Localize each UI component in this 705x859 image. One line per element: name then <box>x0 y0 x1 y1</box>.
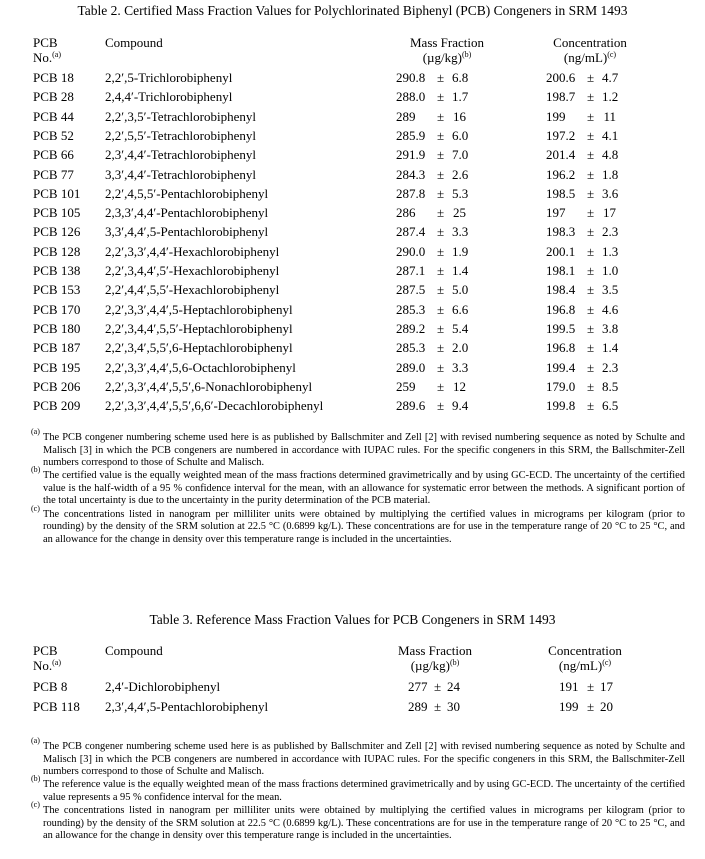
plus-minus-sign: ± <box>434 679 442 694</box>
plus-minus-sign: ± <box>587 320 595 336</box>
table2-header-concentration <box>535 35 645 65</box>
uncertainty-text: 6.8 <box>452 70 469 85</box>
compound-name: 2,2′,3,3′,4,4′,5-Heptachlorobiphenyl <box>105 301 293 317</box>
table-row <box>0 222 705 241</box>
uncertainty-text: 1.4 <box>452 263 469 278</box>
value-text: 284.3 <box>396 166 426 182</box>
uncertainty-text: 7.0 <box>452 147 469 163</box>
plus-minus-sign: ± <box>587 679 595 694</box>
uncertainty-text: 17 <box>603 205 616 221</box>
header-compound-text: Compound <box>105 35 163 50</box>
compound-name: 2,2′,3,3′,4,4′-Hexachlorobiphenyl <box>105 243 280 259</box>
uncertainty-text: 1.2 <box>602 89 619 105</box>
plus-minus-sign: ± <box>587 89 595 105</box>
table3-header-pcb-no <box>33 643 61 673</box>
plus-minus-sign: ± <box>437 89 445 105</box>
pcb-number: PCB 206 <box>33 378 81 394</box>
table2-header-pcb-no <box>33 35 61 65</box>
pcb-number: PCB 153 <box>33 282 81 298</box>
footnote-mark-b: (b) <box>449 658 460 667</box>
plus-minus-sign: ± <box>437 378 445 394</box>
footnote-mark-a: (a) <box>52 658 62 667</box>
compound-name: 2,3′,4,4′-Tetrachlorobiphenyl <box>105 147 256 163</box>
pcb-number: PCB 170 <box>33 301 81 317</box>
value-text: 199 <box>559 699 579 714</box>
footnote: (a) The PCB congener numbering scheme used here is as published by Ballschmiter and Zell [2] with revised numbering sequence as noted by Schulte and Malisch [3] in which the PCB congeners are numbered in accordance with IUPAC rules. For the specific congeners in this SRM, the Ballschmiter-Zell numbers correspond to those of Schulte and Malisch. <box>31 736 685 778</box>
table-row <box>0 184 705 203</box>
uncertainty-text: 6.0 <box>452 127 469 143</box>
table-row <box>0 165 705 184</box>
table-row <box>0 145 705 164</box>
header-mass-line2 <box>392 50 502 65</box>
table3-header-mass-fraction <box>380 643 490 673</box>
footnote: (b) The certified value is the equally weighted mean of the mass fractions determined gravimetrically and by using GC-ECD. The uncertainty of the certified value is the half-width of a 95 % confidence interval for the mean, with an allowance for systematic error between the methods. A significant portion of the total uncertainty is due to the uncertainty in the purity determination of the PCB material. <box>31 465 685 507</box>
plus-minus-sign: ± <box>587 70 595 85</box>
pcb-number: PCB 128 <box>33 243 81 259</box>
table3-header-compound <box>105 643 163 658</box>
uncertainty-text: 16 <box>453 108 466 124</box>
uncertainty-text: 4.6 <box>602 301 619 317</box>
pcb-number: PCB 28 <box>33 89 74 105</box>
value-text: 285.3 <box>396 340 426 356</box>
compound-name: 2,4,4′-Trichlorobiphenyl <box>105 89 233 105</box>
plus-minus-sign: ± <box>437 282 445 298</box>
plus-minus-sign: ± <box>437 398 445 414</box>
uncertainty-text: 1.7 <box>452 89 469 105</box>
value-text: 196.2 <box>546 166 576 182</box>
compound-name: 2,2′,4,4′,5,5′-Hexachlorobiphenyl <box>105 282 280 298</box>
uncertainty-text: 6.5 <box>602 398 619 414</box>
value-text: 287.1 <box>396 263 426 278</box>
header-pcb-line1: PCB <box>33 35 58 50</box>
header-pcb-line2 <box>33 658 61 673</box>
plus-minus-sign: ± <box>587 398 595 414</box>
header-pcb-text: No. <box>33 50 53 65</box>
value-text: 196.8 <box>546 340 576 356</box>
table-row <box>0 677 705 696</box>
header-mass-unit: (µg/kg) <box>410 658 450 673</box>
pcb-number: PCB 66 <box>33 147 74 163</box>
footnote-mark-c: (c) <box>607 50 617 59</box>
compound-name: 2,2′,3,4,4′,5,5′-Heptachlorobiphenyl <box>105 320 293 336</box>
footnote: (a) The PCB congener numbering scheme used here is as published by Ballschmiter and Zell [2] with revised numbering sequence as noted by Schulte and Malisch [3] in which the PCB congeners are numbered in accordance with IUPAC rules. For the specific congeners in this SRM, the Ballschmiter-Zell numbers correspond to those of Schulte and Malisch. <box>31 427 685 469</box>
compound-name: 2,2′,3,3′,4,4′,5,5′,6-Nonachlorobiphenyl <box>105 378 313 394</box>
uncertainty-text: 4.1 <box>602 127 619 143</box>
pcb-number: PCB 105 <box>33 205 81 221</box>
header-compound-text: Compound <box>105 643 163 658</box>
uncertainty-text: 3.8 <box>602 320 619 336</box>
plus-minus-sign: ± <box>587 224 595 240</box>
plus-minus-sign: ± <box>437 147 445 163</box>
value-text: 289.2 <box>396 320 426 336</box>
table2-header-compound <box>105 35 163 50</box>
header-conc-unit: (ng/mL) <box>558 658 603 673</box>
uncertainty-text: 4.7 <box>602 70 619 85</box>
header-pcb-line2 <box>33 50 61 65</box>
footnote: (c) The concentrations listed in nanogram per milliliter units were obtained by multiplying the certified values in micrograms per kilogram (prior to rounding) by the density of the SRM solution at 22.5 °C (0.6899 kg/L). These concentrations are for use in the temperature range of 20 °C to 25 °C, and an allowance for the change in density over this temperature range is included in the uncertainties. <box>31 799 685 842</box>
value-text: 287.5 <box>396 282 426 298</box>
table-row <box>0 242 705 261</box>
header-pcb-line1: PCB <box>33 643 58 658</box>
compound-name: 2,3,3′,4,4′-Pentachlorobiphenyl <box>105 205 269 221</box>
plus-minus-sign: ± <box>437 263 445 278</box>
value-text: 287.8 <box>396 185 426 201</box>
table-row <box>0 280 705 299</box>
plus-minus-sign: ± <box>587 108 595 124</box>
plus-minus-sign: ± <box>437 127 445 143</box>
pcb-number: PCB 118 <box>33 699 80 714</box>
uncertainty-text: 5.4 <box>452 320 469 336</box>
plus-minus-sign: ± <box>437 166 445 182</box>
plus-minus-sign: ± <box>587 205 595 221</box>
value-text: 200.1 <box>546 243 576 259</box>
uncertainty-text: 1.4 <box>602 340 619 356</box>
value-text: 179.0 <box>546 378 576 394</box>
header-conc-line1: Concentration <box>553 35 627 50</box>
header-conc-line2 <box>530 658 640 673</box>
compound-name: 2,2′,4,5,5′-Pentachlorobiphenyl <box>105 185 269 201</box>
value-text: 191 <box>559 679 579 694</box>
pcb-number: PCB 187 <box>33 340 81 356</box>
plus-minus-sign: ± <box>437 205 445 221</box>
value-text: 290.8 <box>396 70 426 85</box>
plus-minus-sign: ± <box>587 378 595 394</box>
pcb-number: PCB 195 <box>33 359 81 375</box>
value-text: 289.6 <box>396 398 426 414</box>
uncertainty-text: 25 <box>453 205 466 221</box>
plus-minus-sign: ± <box>587 282 595 298</box>
header-conc-unit: (ng/mL) <box>563 50 608 65</box>
value-text: 286 <box>396 205 416 221</box>
footnote: (c) The concentrations listed in nanogram per milliliter units were obtained by multiplying the certified values in micrograms per kilogram (prior to rounding) by the density of the SRM solution at 22.5 °C (0.6899 kg/L). These concentrations are for use in the temperature range of 20 °C to 25 °C, and an allowance for the change in density over this temperature range is included in the uncertainties. <box>31 503 685 545</box>
uncertainty-text: 4.8 <box>602 147 619 163</box>
header-mass-unit: (µg/kg) <box>422 50 462 65</box>
value-text: 289 <box>408 699 428 714</box>
uncertainty-text: 2.0 <box>452 340 469 356</box>
uncertainty-text: 1.9 <box>452 243 469 259</box>
value-text: 285.9 <box>396 127 426 143</box>
pcb-number: PCB 77 <box>33 166 74 182</box>
table-row <box>0 358 705 377</box>
table3-footnotes <box>31 736 685 843</box>
compound-name: 2,2′,3,3′,4,4′,5,5′,6,6′-Decachlorobiphenyl <box>105 398 324 414</box>
plus-minus-sign: ± <box>587 243 595 259</box>
compound-name: 2,2′,3,4,4′,5′-Hexachlorobiphenyl <box>105 263 280 278</box>
table3-caption: Table 3. Reference Mass Fraction Values for PCB Congeners in SRM 1493 <box>149 612 556 627</box>
compound-name: 2,4′-Dichlorobiphenyl <box>105 679 221 694</box>
table-row <box>0 203 705 222</box>
uncertainty-text: 3.3 <box>452 224 469 240</box>
compound-name: 2,3′,4,4′,5-Pentachlorobiphenyl <box>105 699 269 714</box>
value-text: 259 <box>396 378 416 394</box>
plus-minus-sign: ± <box>587 147 595 163</box>
header-mass-line1: Mass Fraction <box>397 643 473 658</box>
plus-minus-sign: ± <box>437 70 445 85</box>
table2-caption: Table 2. Certified Mass Fraction Values for Polychlorinated Biphenyl (PCB) Congeners in SRM 1493 <box>77 3 628 18</box>
table-row <box>0 126 705 145</box>
compound-name: 3,3′,4,4′,5-Pentachlorobiphenyl <box>105 224 269 240</box>
uncertainty-text: 12 <box>453 378 466 394</box>
plus-minus-sign: ± <box>437 185 445 201</box>
uncertainty-text: 8.5 <box>602 378 619 394</box>
pcb-number: PCB 101 <box>33 185 81 201</box>
value-text: 197.2 <box>546 127 576 143</box>
value-text: 291.9 <box>396 147 426 163</box>
plus-minus-sign: ± <box>587 359 595 375</box>
uncertainty-text: 2.3 <box>602 359 619 375</box>
uncertainty-text: 2.6 <box>452 166 469 182</box>
plus-minus-sign: ± <box>587 127 595 143</box>
uncertainty-text: 24 <box>447 679 460 694</box>
uncertainty-text: 5.3 <box>452 185 469 201</box>
value-text: 199 <box>546 108 566 124</box>
plus-minus-sign: ± <box>587 185 595 201</box>
value-text: 289.0 <box>396 359 426 375</box>
table-row <box>0 377 705 396</box>
uncertainty-text: 11 <box>603 108 616 124</box>
header-mass-line1: Mass Fraction <box>409 35 485 50</box>
table-row <box>0 68 705 87</box>
footnote-text: The concentrations listed in nanogram per milliliter units were obtained by multiplying the certified values in micrograms per kilogram (prior to rounding) by the density of the SRM solution at 22.5 °C (0.6899 kg/L). These concentrations are for use in the temperature range of 20 °C to 25 °C, and an allowance for the change in density over this temperature range is included in the uncertainties. <box>43 804 685 842</box>
value-text: 290.0 <box>396 243 426 259</box>
table2-header-mass-fraction <box>392 35 502 65</box>
value-text: 287.4 <box>396 224 426 240</box>
compound-name: 2,2′,3,5′-Tetrachlorobiphenyl <box>105 108 256 124</box>
uncertainty-text: 30 <box>447 699 460 714</box>
value-text: 289 <box>396 108 416 124</box>
table-row <box>0 87 705 106</box>
table-row <box>0 261 705 280</box>
header-conc-line1: Concentration <box>548 643 622 658</box>
value-text: 285.3 <box>396 301 426 317</box>
plus-minus-sign: ± <box>437 301 445 317</box>
value-text: 201.4 <box>546 147 576 163</box>
uncertainty-text: 17 <box>600 679 613 694</box>
footnote-text: The certified value is the equally weighted mean of the mass fractions determined gravimetrically and by using GC-ECD. The uncertainty of the certified value is the half-width of a 95 % confidence interval for the mean, with an allowance for systematic error between the methods. A significant portion of the total uncertainty is due to the uncertainty in the purity determination of the PCB material. <box>43 470 685 507</box>
uncertainty-text: 3.5 <box>602 282 619 298</box>
table-row <box>0 338 705 357</box>
plus-minus-sign: ± <box>587 263 595 278</box>
plus-minus-sign: ± <box>437 340 445 356</box>
uncertainty-text: 1.8 <box>602 166 619 182</box>
table3-header-concentration <box>530 643 640 673</box>
table2-footnotes <box>31 427 685 547</box>
uncertainty-text: 3.3 <box>452 359 469 375</box>
header-pcb-text: No. <box>33 658 53 673</box>
footnote-text: The PCB congener numbering scheme used here is as published by Ballschmiter and Zell [2] with revised numbering sequence as noted by Schulte and Malisch [3] in which the PCB congeners are numbered in accordance with IUPAC rules. For the specific congeners in this SRM, the Ballschmiter-Zell numbers correspond to those of Schulte and Malisch. <box>43 432 685 469</box>
plus-minus-sign: ± <box>587 301 595 317</box>
footnote-mark-a: (a) <box>52 50 62 59</box>
header-mass-line2 <box>380 658 490 673</box>
pcb-number: PCB 44 <box>33 108 74 124</box>
value-text: 199.4 <box>546 359 576 375</box>
footnote-mark-c: (c) <box>602 658 612 667</box>
table-row <box>0 697 705 716</box>
table-row <box>0 396 705 415</box>
uncertainty-text: 6.6 <box>452 301 469 317</box>
uncertainty-text: 20 <box>600 699 613 714</box>
value-text: 198.3 <box>546 224 576 240</box>
table-row <box>0 319 705 338</box>
footnote-mark-b: (b) <box>461 50 472 59</box>
footnote-text: The PCB congener numbering scheme used here is as published by Ballschmiter and Zell [2] with revised numbering sequence as noted by Schulte and Malisch [3] in which the PCB congeners are numbered in accordance with IUPAC rules. For the specific congeners in this SRM, the Ballschmiter-Zell numbers correspond to those of Schulte and Malisch. <box>43 741 685 778</box>
table-row <box>0 300 705 319</box>
header-conc-line2 <box>535 50 645 65</box>
pcb-number: PCB 18 <box>33 70 74 85</box>
value-text: 198.1 <box>546 263 576 278</box>
table-row <box>0 107 705 126</box>
value-text: 277 <box>408 679 428 694</box>
footnote-text: The reference value is the equally weighted mean of the mass fractions determined gravimetrically and by using GC-ECD. The uncertainty of the certified value represents a 95 % confidence interval for the mean. <box>43 779 685 803</box>
compound-name: 2,2′,5-Trichlorobiphenyl <box>105 70 233 85</box>
uncertainty-text: 1.0 <box>602 263 619 278</box>
value-text: 200.6 <box>546 70 576 85</box>
value-text: 197 <box>546 205 566 221</box>
plus-minus-sign: ± <box>437 359 445 375</box>
uncertainty-text: 1.3 <box>602 243 619 259</box>
value-text: 198.4 <box>546 282 576 298</box>
plus-minus-sign: ± <box>587 699 595 714</box>
value-text: 199.5 <box>546 320 576 336</box>
plus-minus-sign: ± <box>437 224 445 240</box>
value-text: 198.5 <box>546 185 576 201</box>
value-text: 198.7 <box>546 89 576 105</box>
pcb-number: PCB 8 <box>33 679 68 694</box>
plus-minus-sign: ± <box>437 320 445 336</box>
footnote: (b) The reference value is the equally weighted mean of the mass fractions determined gravimetrically and by using GC-ECD. The uncertainty of the certified value represents a 95 % confidence interval for the mean. <box>31 774 685 803</box>
pcb-number: PCB 138 <box>33 263 81 278</box>
plus-minus-sign: ± <box>437 108 445 124</box>
compound-name: 3,3′,4,4′-Tetrachlorobiphenyl <box>105 166 256 182</box>
pcb-number: PCB 126 <box>33 224 81 240</box>
pcb-number: PCB 209 <box>33 398 81 414</box>
compound-name: 2,2′,3,3′,4,4′,5,6-Octachlorobiphenyl <box>105 359 296 375</box>
uncertainty-text: 3.6 <box>602 185 619 201</box>
plus-minus-sign: ± <box>587 166 595 182</box>
compound-name: 2,2′,5,5′-Tetrachlorobiphenyl <box>105 127 256 143</box>
plus-minus-sign: ± <box>437 243 445 259</box>
pcb-number: PCB 52 <box>33 127 74 143</box>
pcb-number: PCB 180 <box>33 320 81 336</box>
uncertainty-text: 9.4 <box>452 398 469 414</box>
plus-minus-sign: ± <box>587 340 595 356</box>
compound-name: 2,2′,3,4′,5,5′,6-Heptachlorobiphenyl <box>105 340 293 356</box>
uncertainty-text: 2.3 <box>602 224 619 240</box>
value-text: 288.0 <box>396 89 426 105</box>
value-text: 199.8 <box>546 398 576 414</box>
value-text: 196.8 <box>546 301 576 317</box>
footnote-text: The concentrations listed in nanogram per milliliter units were obtained by multiplying the certified values in micrograms per kilogram (prior to rounding) by the density of the SRM solution at 22.5 °C (0.6899 kg/L). These concentrations are for use in the temperature range of 20 °C to 25 °C, and an allowance for the change in density over this temperature range is included in the uncertainties. <box>43 508 685 545</box>
plus-minus-sign: ± <box>434 699 442 714</box>
uncertainty-text: 5.0 <box>452 282 469 298</box>
